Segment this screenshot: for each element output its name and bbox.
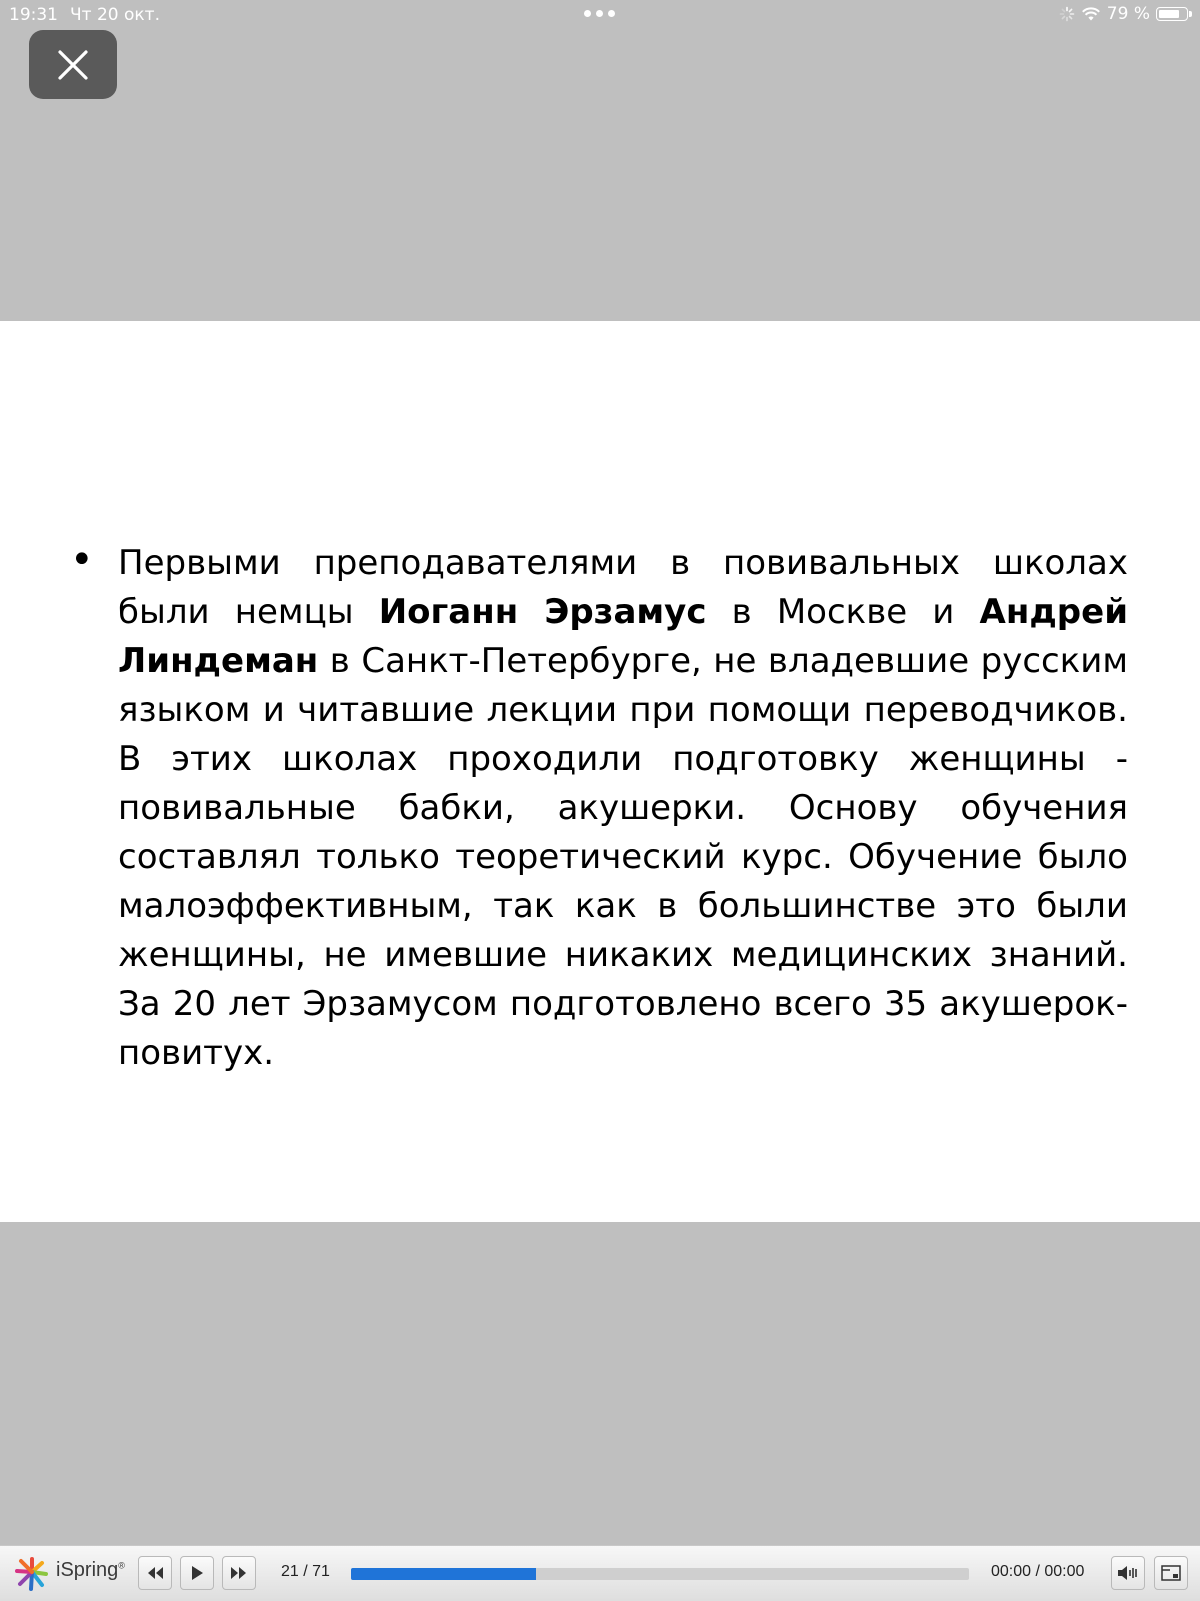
- status-date: Чт 20 окт.: [70, 5, 160, 25]
- ispring-brand: [56, 1559, 125, 1582]
- volume-icon: [1117, 1565, 1139, 1581]
- status-time: 19:31: [9, 5, 58, 25]
- rewind-icon: [145, 1566, 165, 1580]
- activity-spinner-icon: [1059, 6, 1075, 22]
- slide-paragraph: [118, 539, 1128, 1078]
- time-display: 00:00 / 00:00: [991, 1563, 1085, 1580]
- text-run: в Москве и: [706, 592, 980, 632]
- battery-icon: [1156, 7, 1188, 21]
- ispring-logo-icon: [14, 1556, 50, 1592]
- layout-toggle-button[interactable]: [1154, 1556, 1188, 1590]
- volume-button[interactable]: [1111, 1556, 1145, 1590]
- ispring-brand-name: iSpring: [56, 1559, 119, 1581]
- status-bar: [0, 0, 1200, 30]
- layout-toggle-icon: [1161, 1565, 1181, 1581]
- next-slide-button[interactable]: [222, 1556, 256, 1590]
- text-run: Первыми преподавателями в повивальных школах были немцы: [118, 543, 1128, 632]
- progress-fill: [351, 1568, 536, 1580]
- player-controls-bar: [0, 1545, 1200, 1601]
- progress-bar[interactable]: [351, 1568, 969, 1580]
- close-button[interactable]: [29, 30, 117, 99]
- fast-forward-icon: [229, 1566, 249, 1580]
- previous-slide-button[interactable]: [138, 1556, 172, 1590]
- status-indicators: [1059, 4, 1188, 24]
- bold-name: Иоганн Эрзамус: [378, 592, 707, 632]
- close-icon: [56, 48, 90, 82]
- play-button[interactable]: [180, 1556, 214, 1590]
- play-icon: [190, 1565, 204, 1581]
- text-run: в Санкт-Петербурге, не владевшие русским языком и читавшие лекции при помощи переводчиков. В этих школах проходили подготовку женщины - повивальные бабки, акушерки. Основу обучения составлял только теоретический курс. Обучение было малоэффективным, так как в большинстве это были женщины, не имевшие никаких медицинских знаний. За 20 лет Эрзамусом подготовлено всего 35 акушерок-повитух.: [118, 641, 1128, 1073]
- battery-percent: 79 %: [1106, 4, 1150, 24]
- wifi-icon: [1081, 6, 1101, 22]
- bullet-marker: •: [70, 537, 94, 583]
- slide-counter: 21 / 71: [281, 1563, 330, 1580]
- battery-level: [1159, 10, 1179, 18]
- multitasking-dots-icon[interactable]: [584, 10, 615, 17]
- bold-name: Андрей Линдеман: [118, 592, 1129, 681]
- registered-mark: ®: [118, 1560, 125, 1571]
